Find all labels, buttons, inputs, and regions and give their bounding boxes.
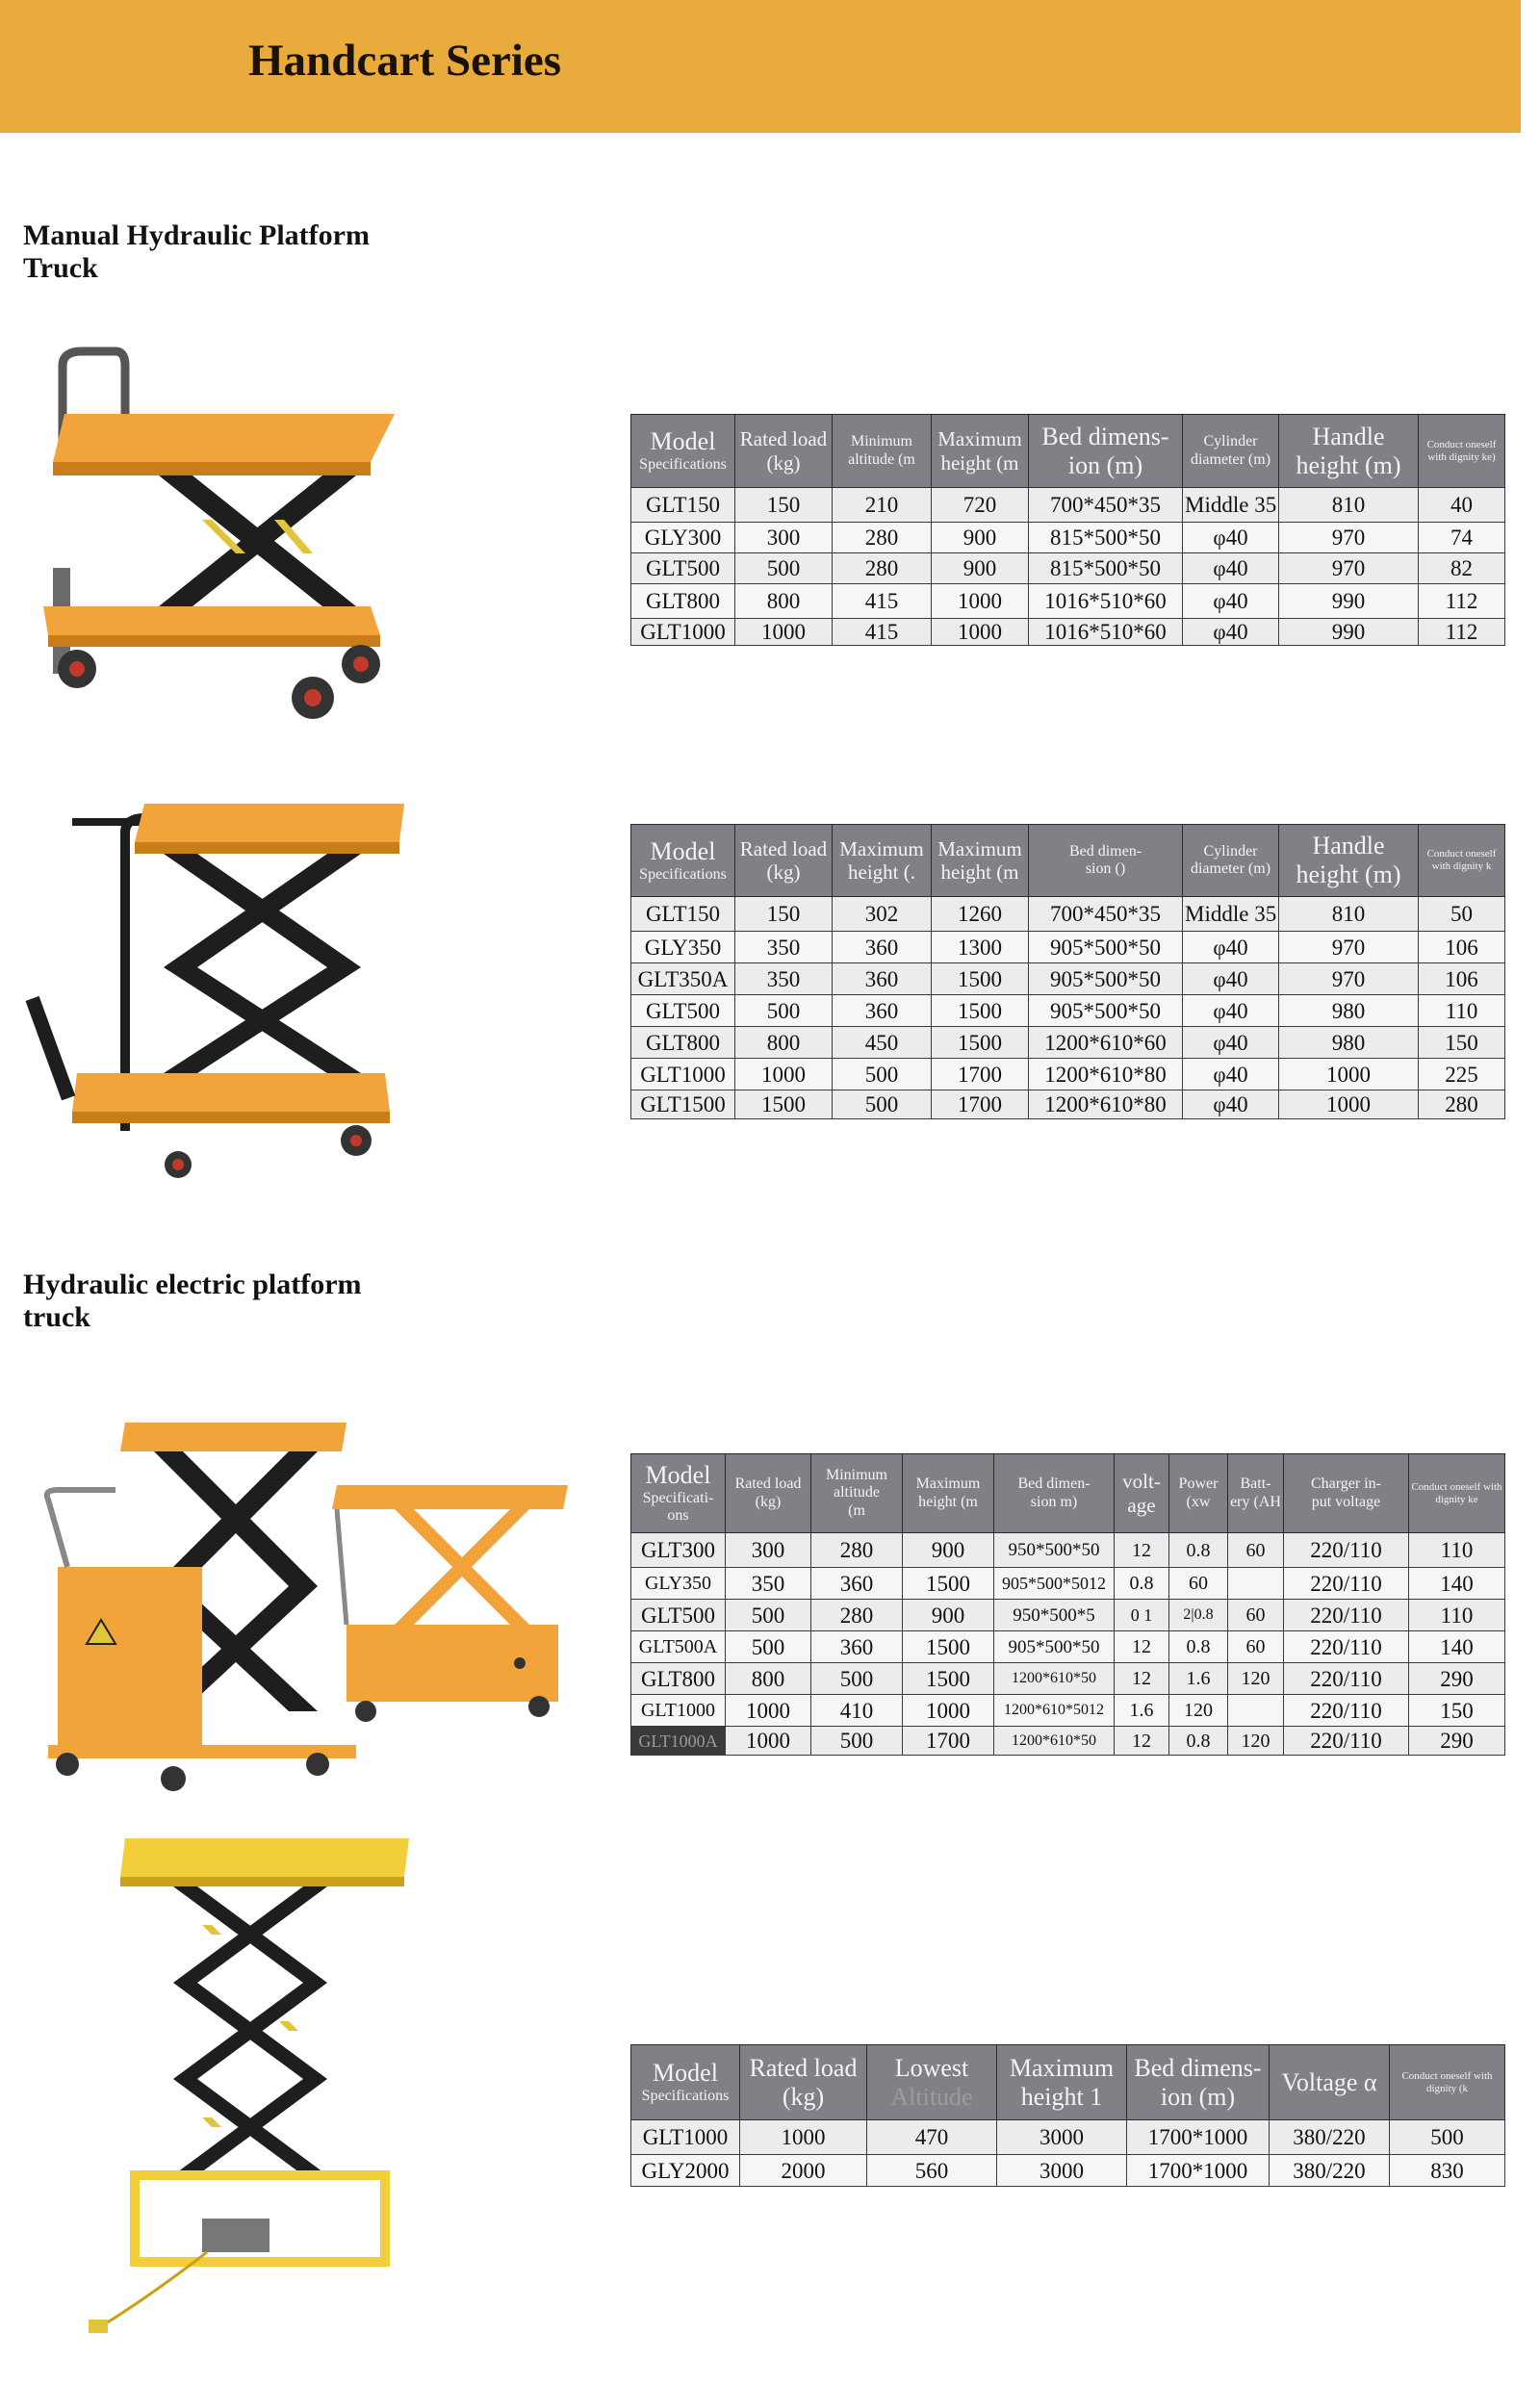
- cell: 1500: [932, 963, 1029, 995]
- cell: 220/110: [1284, 1568, 1409, 1600]
- cell: 415: [833, 584, 932, 619]
- cell: 3000: [997, 2155, 1127, 2187]
- cell: 1000: [1279, 1090, 1419, 1119]
- table-row: [631, 1568, 1505, 1600]
- cell: 1000: [726, 1695, 811, 1727]
- table-row: [631, 932, 1505, 963]
- cell: 500: [833, 1059, 932, 1090]
- table-row: [631, 584, 1505, 619]
- cell: 60: [1228, 1631, 1284, 1663]
- cell: 500: [833, 1090, 932, 1119]
- page-title: Handcart Series: [248, 36, 562, 86]
- cell: 1.6: [1169, 1663, 1228, 1695]
- col-header-rated-load: Rated load (kg): [735, 825, 833, 897]
- col-header-maximum-height-a: Maximum height (.: [833, 825, 932, 897]
- cell: [1228, 1568, 1284, 1600]
- cell: 905*500*50: [1029, 995, 1183, 1027]
- table-row: [631, 1600, 1505, 1631]
- cell: GLT500: [631, 553, 735, 584]
- cell: φ40: [1183, 995, 1279, 1027]
- cell: 210: [833, 488, 932, 523]
- cell: 12: [1115, 1533, 1169, 1568]
- electric-platform-truck-image: [29, 1423, 578, 1808]
- cell: 140: [1409, 1631, 1505, 1663]
- col-header-bed-dimension: Bed dimen- sion m): [994, 1454, 1115, 1533]
- cell: 120: [1228, 1663, 1284, 1695]
- cell: GLT800: [631, 1663, 726, 1695]
- cell: GLT500: [631, 1600, 726, 1631]
- table-row: [631, 523, 1505, 553]
- cell: GLT300: [631, 1533, 726, 1568]
- cell: GLY350: [631, 932, 735, 963]
- cell: 815*500*50: [1029, 523, 1183, 553]
- cell: GLT1000A: [631, 1727, 726, 1756]
- cell: 106: [1419, 963, 1505, 995]
- cell: GLT350A: [631, 963, 735, 995]
- cell: 82: [1419, 553, 1505, 584]
- col-header-model: Model Specifications: [631, 2045, 740, 2120]
- cell: GLT1000: [631, 1695, 726, 1727]
- cell: 0.8: [1169, 1533, 1228, 1568]
- cell: 110: [1409, 1600, 1505, 1631]
- cell: 500: [735, 553, 833, 584]
- cell: 1500: [903, 1663, 994, 1695]
- cell: 150: [735, 897, 833, 932]
- cell: 1000: [1279, 1059, 1419, 1090]
- col-header-rated-load: Rated load (kg): [740, 2045, 867, 2120]
- cell: 120: [1169, 1695, 1228, 1727]
- col-header-maximum-height: Maximum height (m: [932, 415, 1029, 488]
- cell: 106: [1419, 932, 1505, 963]
- cell: 50: [1419, 897, 1505, 932]
- cell: 1700: [903, 1727, 994, 1756]
- cell: 1700*1000: [1127, 2155, 1270, 2187]
- cell: 905*500*50: [1029, 963, 1183, 995]
- section-title-electric: Hydraulic electric platform truck: [23, 1269, 362, 1333]
- cell: GLT800: [631, 1027, 735, 1059]
- cell: 980: [1279, 1027, 1419, 1059]
- cell: 280: [811, 1533, 903, 1568]
- col-header-charger-input: Charger in- put voltage: [1284, 1454, 1409, 1533]
- col-header-maximum-height-b: Maximum height (m: [932, 825, 1029, 897]
- spec-table-manual-1: [630, 414, 1505, 646]
- cell: 0.8: [1169, 1631, 1228, 1663]
- cell: 1000: [735, 619, 833, 646]
- col-header-model: Model Specifications: [631, 825, 735, 897]
- cell: 360: [811, 1568, 903, 1600]
- cell: φ40: [1183, 932, 1279, 963]
- col-header-maximum-height: Maximum height (m: [903, 1454, 994, 1533]
- cell: 1500: [903, 1631, 994, 1663]
- cell: 1500: [932, 995, 1029, 1027]
- manual-platform-truck-image: [24, 346, 399, 731]
- cell: 290: [1409, 1663, 1505, 1695]
- table-row: [631, 1631, 1505, 1663]
- cell: GLT1000: [631, 619, 735, 646]
- cell: 280: [833, 523, 932, 553]
- cell: 12: [1115, 1663, 1169, 1695]
- cell: 450: [833, 1027, 932, 1059]
- cell: 140: [1409, 1568, 1505, 1600]
- table-header-row: [631, 415, 1505, 488]
- cell: 150: [735, 488, 833, 523]
- col-header-cylinder-diameter: Cylinder diameter (m): [1183, 415, 1279, 488]
- spec-table-electric: [630, 1453, 1505, 1756]
- col-header-dignity: Conduct oneself with dignity (k: [1390, 2045, 1505, 2120]
- cell: 800: [735, 584, 833, 619]
- col-header-bed-dimension: Bed dimen- sion (): [1029, 825, 1183, 897]
- cell: 1200*610*50: [994, 1663, 1115, 1695]
- cell: [1228, 1695, 1284, 1727]
- cell: 225: [1419, 1059, 1505, 1090]
- col-header-voltage: volt- age: [1115, 1454, 1169, 1533]
- cell: 1000: [932, 584, 1029, 619]
- cell: 280: [833, 553, 932, 584]
- cell: 110: [1409, 1533, 1505, 1568]
- cell: 900: [903, 1600, 994, 1631]
- cell: 0.8: [1115, 1568, 1169, 1600]
- col-header-power: Power (xw: [1169, 1454, 1228, 1533]
- table-row: [631, 488, 1505, 523]
- cell: GLY350: [631, 1568, 726, 1600]
- cell: φ40: [1183, 1027, 1279, 1059]
- cell: 1500: [903, 1568, 994, 1600]
- table-row: [631, 553, 1505, 584]
- cell: φ40: [1183, 584, 1279, 619]
- cell: 1700: [932, 1059, 1029, 1090]
- cell: 500: [811, 1663, 903, 1695]
- cell: 280: [811, 1600, 903, 1631]
- cell: 720: [932, 488, 1029, 523]
- cell: GLT1000: [631, 2120, 740, 2155]
- cell: 800: [735, 1027, 833, 1059]
- cell: 2000: [740, 2155, 867, 2187]
- cell: 500: [811, 1727, 903, 1756]
- cell: 360: [833, 932, 932, 963]
- cell: 905*500*50: [1029, 932, 1183, 963]
- cell: 815*500*50: [1029, 553, 1183, 584]
- cell: φ40: [1183, 553, 1279, 584]
- cell: 220/110: [1284, 1533, 1409, 1568]
- cell: 280: [1419, 1090, 1505, 1119]
- cell: 990: [1279, 584, 1419, 619]
- cell: GLT1000: [631, 1059, 735, 1090]
- cell: 220/110: [1284, 1631, 1409, 1663]
- cell: 1500: [735, 1090, 833, 1119]
- cell: 2|0.8: [1169, 1600, 1228, 1631]
- col-header-handle-height: Handle height (m): [1279, 415, 1419, 488]
- cell: 900: [932, 523, 1029, 553]
- table-row: [631, 995, 1505, 1027]
- table-header-row: [631, 1454, 1505, 1533]
- cell: 900: [903, 1533, 994, 1568]
- cell: 1300: [932, 932, 1029, 963]
- cell: 0.8: [1169, 1727, 1228, 1756]
- cell: 360: [811, 1631, 903, 1663]
- table-header-row: [631, 825, 1505, 897]
- cell: GLY2000: [631, 2155, 740, 2187]
- col-header-bed-dimension: Bed dimens- ion (m): [1029, 415, 1183, 488]
- cell: φ40: [1183, 963, 1279, 995]
- cell: 810: [1279, 488, 1419, 523]
- cell: 1000: [726, 1727, 811, 1756]
- cell: 220/110: [1284, 1600, 1409, 1631]
- col-header-dignity: Conduct oneself with dignity k: [1419, 825, 1505, 897]
- cell: 830: [1390, 2155, 1505, 2187]
- cell: 810: [1279, 897, 1419, 932]
- col-header-handle-height: Handle height (m): [1279, 825, 1419, 897]
- col-header-model: Model Specificati- ons: [631, 1454, 726, 1533]
- cell: 290: [1409, 1727, 1505, 1756]
- table-row: [631, 1027, 1505, 1059]
- cell: 0 1: [1115, 1600, 1169, 1631]
- cell: 990: [1279, 619, 1419, 646]
- cell: 970: [1279, 932, 1419, 963]
- cell: 900: [932, 553, 1029, 584]
- cell: 110: [1419, 995, 1505, 1027]
- table-row: [631, 2120, 1505, 2155]
- col-header-battery: Batt- ery (AH: [1228, 1454, 1284, 1533]
- cell: 1200*610*50: [994, 1727, 1115, 1756]
- cell: 500: [726, 1631, 811, 1663]
- cell: 1700: [932, 1090, 1029, 1119]
- cell: 1500: [932, 1027, 1029, 1059]
- col-header-minimum-altitude: Minimum altitude (m: [811, 1454, 903, 1533]
- cell: 1000: [735, 1059, 833, 1090]
- table-row: [631, 1059, 1505, 1090]
- table-row: [631, 1090, 1505, 1119]
- col-header-rated-load: Rated load (kg): [726, 1454, 811, 1533]
- cell: 150: [1419, 1027, 1505, 1059]
- cell: 970: [1279, 553, 1419, 584]
- cell: 350: [735, 963, 833, 995]
- cell: GLT500: [631, 995, 735, 1027]
- cell: 980: [1279, 995, 1419, 1027]
- cell: 500: [726, 1600, 811, 1631]
- cell: 1200*610*80: [1029, 1090, 1183, 1119]
- cell: φ40: [1183, 523, 1279, 553]
- cell: φ40: [1183, 1090, 1279, 1119]
- cell: 1700*1000: [1127, 2120, 1270, 2155]
- col-header-maximum-height: Maximum height 1: [997, 2045, 1127, 2120]
- cell: 12: [1115, 1727, 1169, 1756]
- cell: 220/110: [1284, 1727, 1409, 1756]
- col-header-dignity: Conduct oneself with dignity ke: [1409, 1454, 1505, 1533]
- cell: GLY300: [631, 523, 735, 553]
- cell: 1000: [740, 2120, 867, 2155]
- cell: 350: [726, 1568, 811, 1600]
- cell: 800: [726, 1663, 811, 1695]
- cell: 500: [1390, 2120, 1505, 2155]
- cell: 60: [1228, 1600, 1284, 1631]
- cell: GLT800: [631, 584, 735, 619]
- cell: 700*450*35: [1029, 488, 1183, 523]
- cell: 150: [1409, 1695, 1505, 1727]
- cell: 560: [867, 2155, 997, 2187]
- electric-tall-scissor-lift-image: [87, 1838, 414, 2339]
- cell: 300: [726, 1533, 811, 1568]
- cell: 360: [833, 963, 932, 995]
- cell: 380/220: [1270, 2155, 1390, 2187]
- cell: 970: [1279, 963, 1419, 995]
- cell: 1200*610*5012: [994, 1695, 1115, 1727]
- cell: 905*500*50: [994, 1631, 1115, 1663]
- cell: 1.6: [1115, 1695, 1169, 1727]
- cell: 60: [1169, 1568, 1228, 1600]
- cell: 380/220: [1270, 2120, 1390, 2155]
- cell: φ40: [1183, 619, 1279, 646]
- cell: 470: [867, 2120, 997, 2155]
- cell: 3000: [997, 2120, 1127, 2155]
- table-row: [631, 1727, 1505, 1756]
- cell: 1000: [932, 619, 1029, 646]
- cell: 410: [811, 1695, 903, 1727]
- col-header-cylinder-diameter: Cylinder diameter (m): [1183, 825, 1279, 897]
- cell: 60: [1228, 1533, 1284, 1568]
- col-header-lowest-altitude: Lowest Altitude: [867, 2045, 997, 2120]
- cell: 112: [1419, 584, 1505, 619]
- cell: 300: [735, 523, 833, 553]
- cell: 700*450*35: [1029, 897, 1183, 932]
- cell: 1016*510*60: [1029, 619, 1183, 646]
- cell: 220/110: [1284, 1663, 1409, 1695]
- cell: Middle 35: [1183, 488, 1279, 523]
- cell: 1200*610*60: [1029, 1027, 1183, 1059]
- manual-double-scissor-truck-image: [19, 804, 409, 1179]
- cell: 302: [833, 897, 932, 932]
- cell: GLT150: [631, 897, 735, 932]
- col-header-rated-load: Rated load (kg): [735, 415, 833, 488]
- header-banner: [0, 0, 1521, 133]
- table-row: [631, 897, 1505, 932]
- table-row: [631, 1695, 1505, 1727]
- col-header-minimum-altitude: Minimum altitude (m: [833, 415, 932, 488]
- cell: 950*500*50: [994, 1533, 1115, 1568]
- cell: 12: [1115, 1631, 1169, 1663]
- cell: GLT500A: [631, 1631, 726, 1663]
- cell: 950*500*5: [994, 1600, 1115, 1631]
- table-row: [631, 619, 1505, 646]
- cell: 1016*510*60: [1029, 584, 1183, 619]
- table-row: [631, 963, 1505, 995]
- cell: φ40: [1183, 1059, 1279, 1090]
- col-header-bed-dimension: Bed dimens- ion (m): [1127, 2045, 1270, 2120]
- spec-table-manual-2: [630, 824, 1505, 1119]
- col-header-model: Model Specifications: [631, 415, 735, 488]
- cell: 1200*610*80: [1029, 1059, 1183, 1090]
- cell: 40: [1419, 488, 1505, 523]
- spec-table-tall-lift: [630, 2044, 1505, 2187]
- cell: 112: [1419, 619, 1505, 646]
- table-row: [631, 1663, 1505, 1695]
- col-header-dignity: Conduct oneself with dignity ke): [1419, 415, 1505, 488]
- cell: 905*500*5012: [994, 1568, 1115, 1600]
- cell: 360: [833, 995, 932, 1027]
- cell: 1000: [903, 1695, 994, 1727]
- table-row: [631, 1533, 1505, 1568]
- cell: 970: [1279, 523, 1419, 553]
- table-row: [631, 2155, 1505, 2187]
- cell: 1260: [932, 897, 1029, 932]
- cell: 120: [1228, 1727, 1284, 1756]
- cell: GLT1500: [631, 1090, 735, 1119]
- cell: Middle 35: [1183, 897, 1279, 932]
- cell: 415: [833, 619, 932, 646]
- cell: 500: [735, 995, 833, 1027]
- table-header-row: [631, 2045, 1505, 2120]
- cell: 220/110: [1284, 1695, 1409, 1727]
- col-header-voltage: Voltage α: [1270, 2045, 1390, 2120]
- cell: 74: [1419, 523, 1505, 553]
- cell: GLT150: [631, 488, 735, 523]
- section-title-manual: Manual Hydraulic Platform Truck: [23, 219, 370, 284]
- cell: 350: [735, 932, 833, 963]
